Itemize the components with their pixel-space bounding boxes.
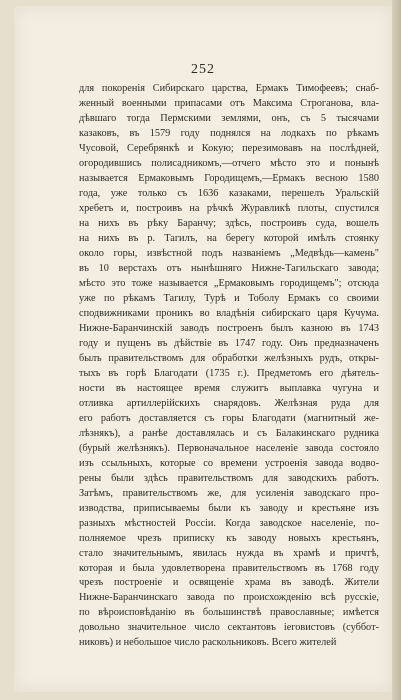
text-line: чрезъ построеніе и освященіе храма въ заводѣ. Жители — [79, 577, 379, 589]
text-line: полняемое чрезъ приписку къ заводу новыхъ крестьянъ, — [79, 532, 379, 544]
text-line: довольно значительное число сектантовъ іеговистовъ (суббот- — [79, 622, 379, 634]
text-line: огородившись полисадникомъ,—отчего мѣсто это и понынѣ — [79, 157, 379, 169]
book-spine-edge — [392, 0, 401, 700]
text-line: отливка артиллерійскихъ снарядовъ. Желѣзная руда для — [79, 397, 379, 409]
text-line: никовъ) и небольшое число раскольниковъ. Всего жителей — [79, 637, 337, 649]
text-line: на нихъ въ р. Тагилъ, на берегу которой имѣлъ стоянку — [79, 232, 379, 244]
text-line: около горы, извѣстной подъ названіемъ „Медвѣдь—камень" — [79, 247, 379, 259]
text-line: лѣзнякъ), а ранѣе доставлялась и съ Балакинскаго рудника — [79, 427, 379, 439]
text-line: ности въ настоящее время служитъ выплавка чугуна и — [79, 382, 379, 394]
text-line: уже по рѣкамъ Тагилу, Турѣ и Тоболу Ермакъ со своими — [79, 292, 379, 304]
text-line: хребетъ и, построивъ на рѣчкѣ Журавликѣ плоты, спустился — [79, 202, 379, 214]
text-line: женный военными припасами отъ Максима Строганова, вла- — [79, 97, 379, 109]
text-line: казаковъ, въ 1579 году поднялся на лодкахъ по рѣкамъ — [79, 127, 379, 139]
text-line: изъ ссыльныхъ, которые со времени устроенія завода водво- — [79, 457, 379, 469]
text-line: на нихъ въ рѣку Баранчу; здѣсь, построивъ суда, вошелъ — [79, 217, 379, 229]
text-line: его работъ доставляется съ горы Благодати (магнитный же- — [79, 412, 379, 424]
body-text — [79, 82, 379, 651]
text-line: Нижне-Баранчинскаго завода по происхожденію всѣ русскіе, — [79, 592, 379, 604]
text-line: стало значительнымъ, явилась нужда въ храмѣ и причтѣ, — [79, 547, 379, 559]
text-line: рены были здѣсь правительствомъ для заводскихъ работъ. — [79, 472, 379, 484]
page-number: 252 — [191, 62, 215, 77]
text-line: называется Ермаковымъ Городищемъ,—Ермакъ весною 1580 — [79, 172, 379, 184]
book-page — [14, 6, 392, 692]
text-line: году и пущенъ въ дѣйствіе въ 1747 году. Онъ предназначенъ — [79, 337, 379, 349]
text-line: мѣсто это тоже называется „Ермаковымъ городищемъ"; отсюда — [79, 277, 379, 289]
text-line: изводства, приписываемы были къ заводу и крестьяне изъ — [79, 502, 379, 514]
text-line: былъ правительствомъ для обработки желѣзныхъ рудъ, откры- — [79, 352, 379, 364]
text-line: Затѣмъ, правительствомъ же, для усиленія заводскаго про- — [79, 487, 379, 499]
text-line: сподвижниками проникъ во владѣнія сибирскаго царя Кучума. — [79, 307, 379, 319]
text-line: года, уже только съ 1636 казаками, перешелъ Уральскій — [79, 187, 379, 199]
text-line: Чусовой, Серебрянкѣ и Кокую; перезимовавъ на послѣдней, — [79, 142, 379, 154]
text-line: тыхъ въ горѣ Благодати (1735 г.). Предметомъ его дѣятель- — [79, 367, 379, 379]
text-line: (бурый желѣзнякъ). Первоначальное населеніе завода состояло — [79, 442, 379, 454]
text-line: которая и была удовлетворена правительствомъ въ 1768 году — [79, 562, 379, 574]
text-line: для покоренія Сибирскаго царства, Ермакъ Тимофеевъ; снаб- — [79, 83, 379, 94]
text-line: разныхъ мѣстностей Россіи. Когда заводское населеніе, по- — [79, 517, 379, 529]
text-line: по вѣроисповѣданію въ большинствѣ православные; имѣется — [79, 607, 379, 619]
text-line: въ 10 верстахъ отъ нынѣшняго Нижне-Тагильскаго завода; — [79, 262, 379, 274]
text-line: дѣвшаго тогда Пермскими землями, онъ, съ 5 тысячами — [79, 112, 379, 124]
text-line: Нижне-Баранчинскій заводъ построенъ былъ казною въ 1743 — [79, 322, 379, 334]
